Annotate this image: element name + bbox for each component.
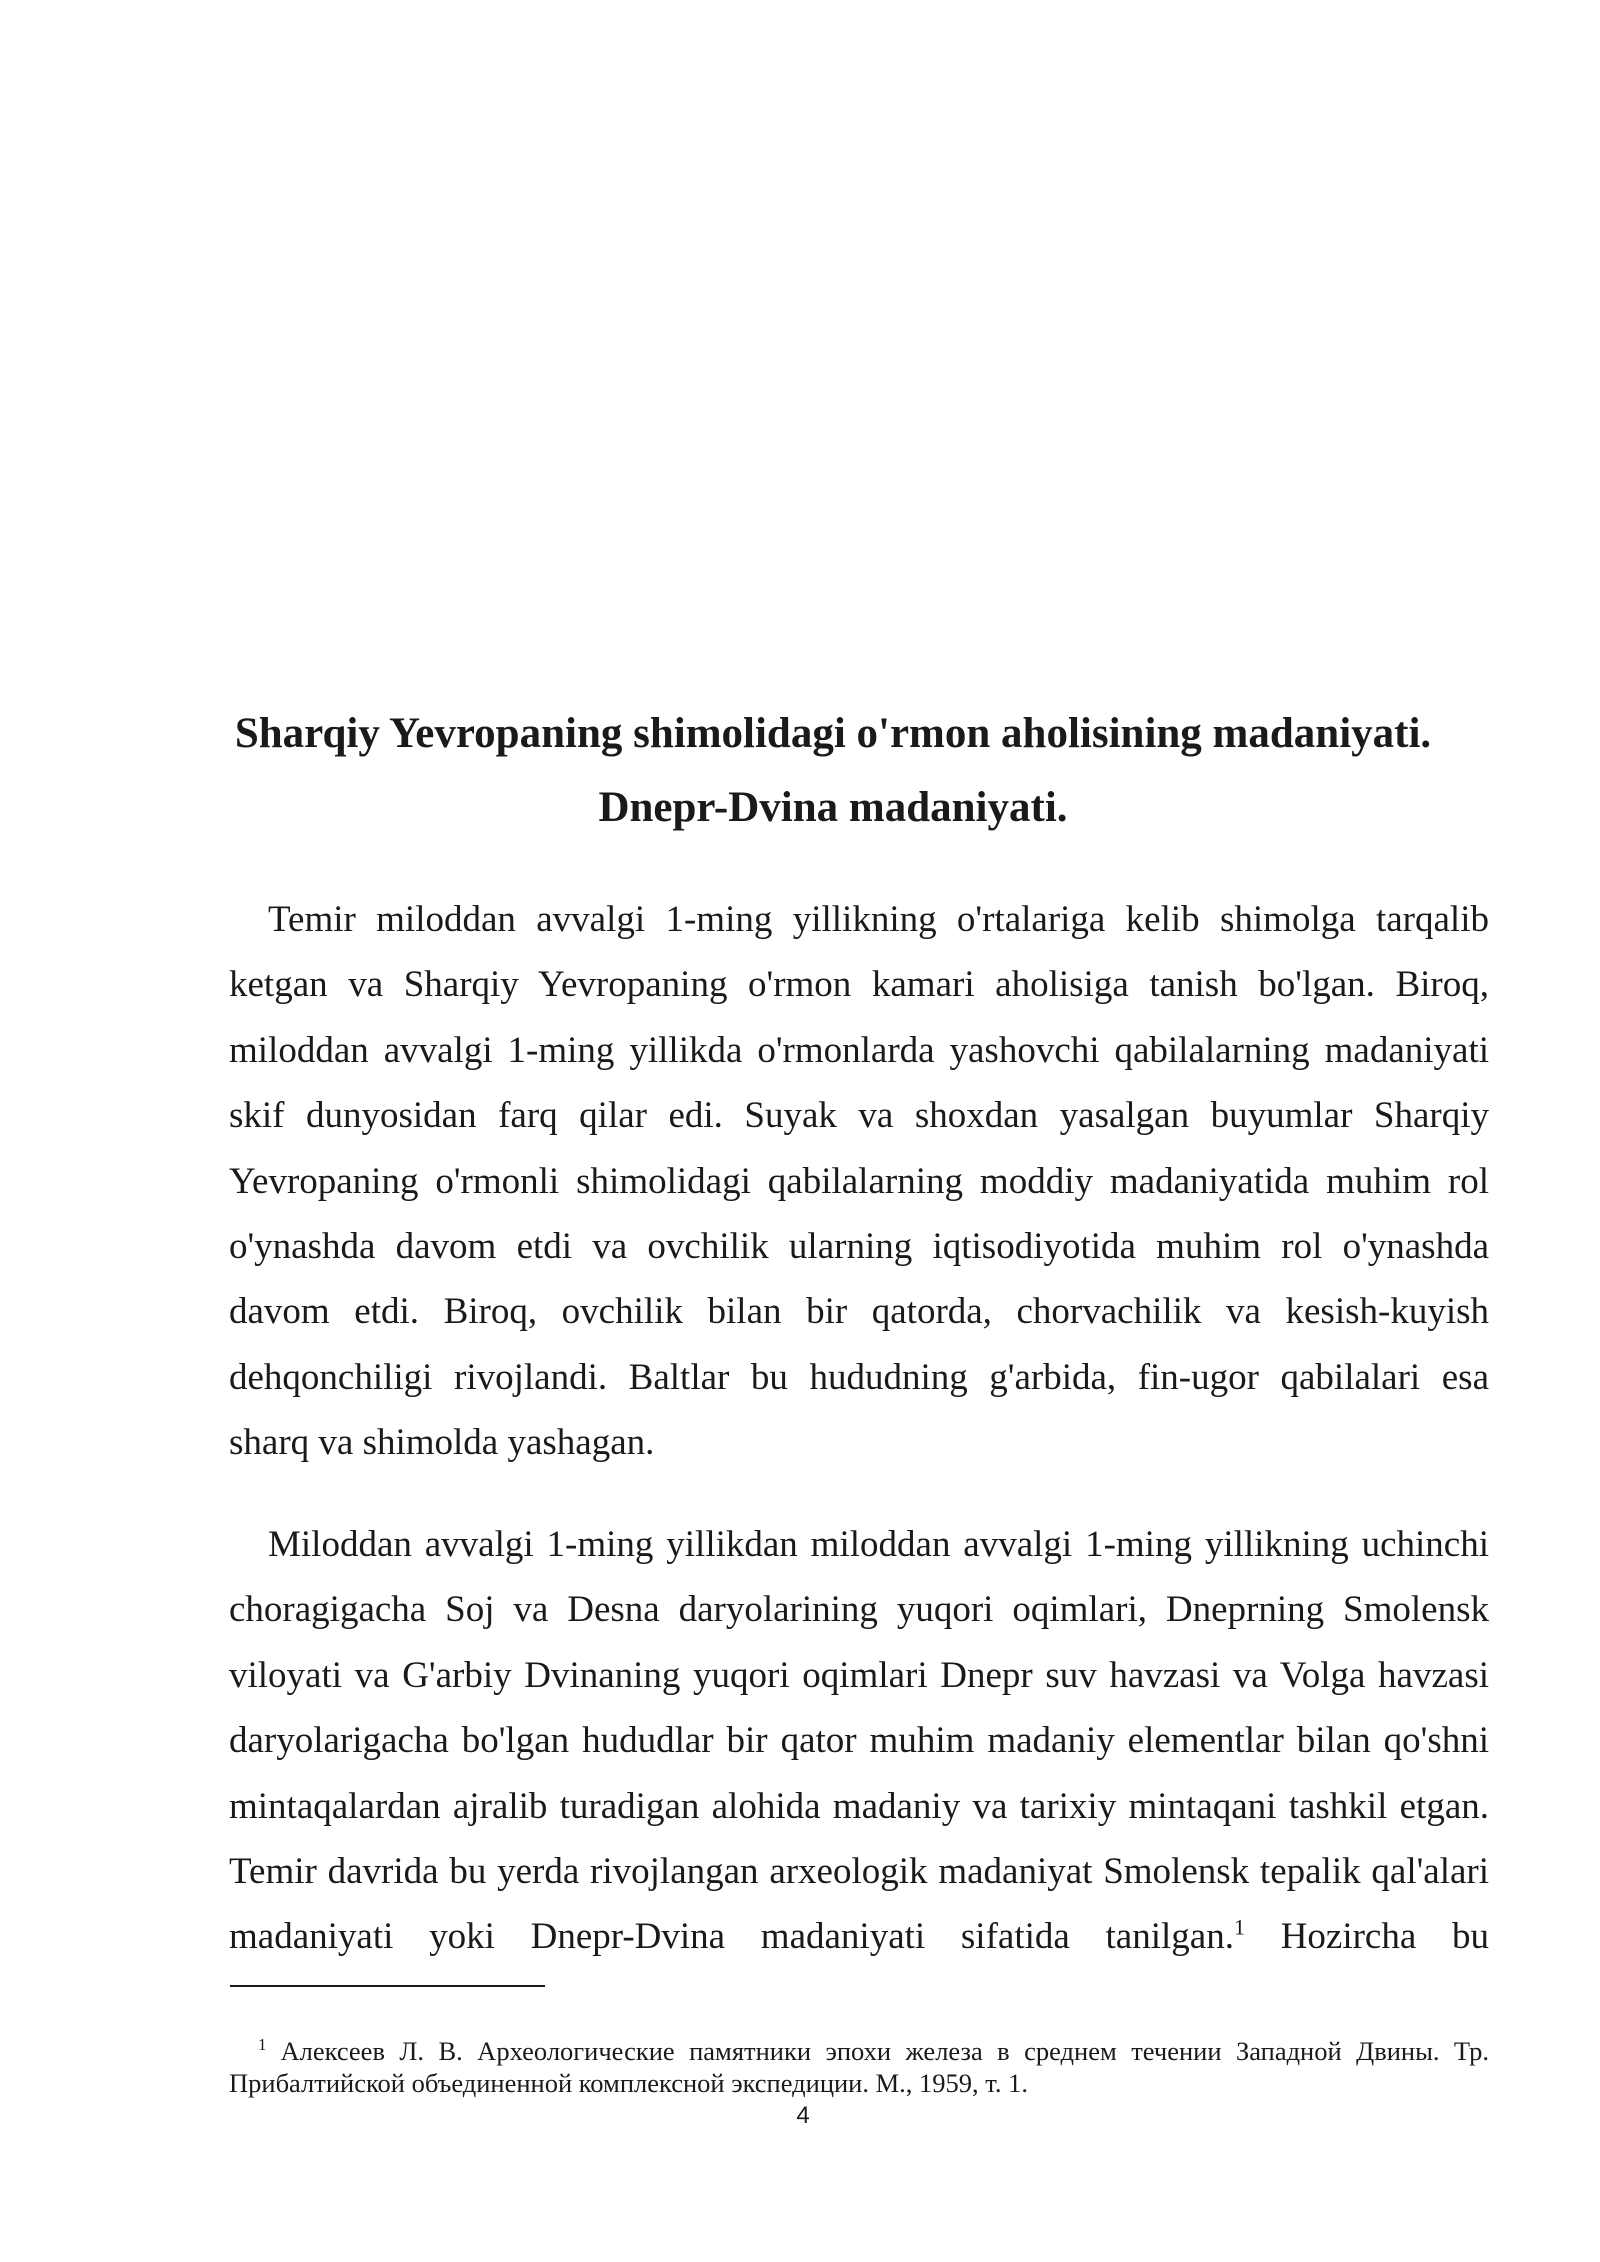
- text-line: o'ynashda davom etdi va ovchilik ularning iqtisodiyotida muhim rol o'ynashda: [229, 1226, 1489, 1268]
- text-line: daryolarigacha bo'lgan hududlar bir qator muhim madaniy elementlar bilan qo'shni: [229, 1720, 1489, 1762]
- text-line: Temir davrida bu yerda rivojlangan arxeologik madaniyat Smolensk tepalik qal'alari: [229, 1851, 1489, 1893]
- text-line: Miloddan avvalgi 1-ming yillikdan miloddan avvalgi 1-ming yillikning uchinchi: [268, 1524, 1489, 1565]
- page-number: 4: [796, 2102, 810, 2129]
- body-paragraph: [229, 1512, 1489, 1970]
- footnote-separator: [230, 1985, 545, 1987]
- text-line: sharq va shimolda yashagan.: [229, 1422, 655, 1464]
- text-line: [229, 1904, 1489, 1969]
- text-line: dehqonchiligi rivojlandi. Baltlar bu hududning g'arbida, fin-ugor qabilalari esa: [229, 1356, 1489, 1398]
- footnote-line: Прибалтийской объединенной комплексной экспедиции. М., 1959, т. 1.: [229, 2068, 1029, 2098]
- body-paragraph: [229, 887, 1489, 1476]
- text-line: viloyati va G'arbiy Dvinaning yuqori oqimlari Dnepr suv havzasi va Volga havzasi: [229, 1654, 1489, 1696]
- document-title: [226, 697, 1440, 845]
- text-line: choragigacha Soj va Desna daryolarining yuqori oqimlari, Dneprning Smolensk: [229, 1589, 1489, 1631]
- footnote-reference[interactable]: 1: [1233, 1915, 1245, 1941]
- title-line: Sharqiy Yevropaning shimolidagi o'rmon aholisining madaniyati.: [234, 710, 1432, 757]
- title-line: Dnepr-Dvina madaniyati.: [598, 784, 1068, 831]
- text-line: miloddan avvalgi 1-ming yillikda o'rmonlarda yashovchi qabilalarning madaniyati: [229, 1029, 1489, 1071]
- footnote-text: Алексеев Л. В. Археологические памятники эпохи железа в среднем течении Западной Двины. Тр.: [280, 2036, 1489, 2066]
- footnote-line: [229, 2035, 1489, 2067]
- text-line: Yevropaning o'rmonli shimolidagi qabilalarning moddiy madaniyatida muhim rol: [229, 1160, 1489, 1202]
- text-line: mintaqalardan ajralib turadigan alohida madaniy va tarixiy mintaqani tashkil etgan.: [229, 1785, 1489, 1827]
- footnote-marker: 1: [258, 2035, 267, 2055]
- text-line: ketgan va Sharqiy Yevropaning o'rmon kamari aholisiga tanish bo'lgan. Biroq,: [229, 964, 1489, 1006]
- text-line: skif dunyosidan farq qilar edi. Suyak va shoxdan yasalgan buyumlar Sharqiy: [229, 1095, 1489, 1137]
- text-line: Temir miloddan avvalgi 1-ming yillikning o'rtalariga kelib shimolga tarqalib: [268, 899, 1489, 940]
- text-line: davom etdi. Biroq, ovchilik bilan bir qatorda, chorvachilik va kesish-kuyish: [229, 1291, 1489, 1333]
- text-segment: Hozircha bu: [1244, 1916, 1489, 1958]
- footnote: [229, 2035, 1489, 2099]
- text-segment: madaniyati yoki Dnepr-Dvina madaniyati sifatida tanilgan.: [229, 1916, 1234, 1958]
